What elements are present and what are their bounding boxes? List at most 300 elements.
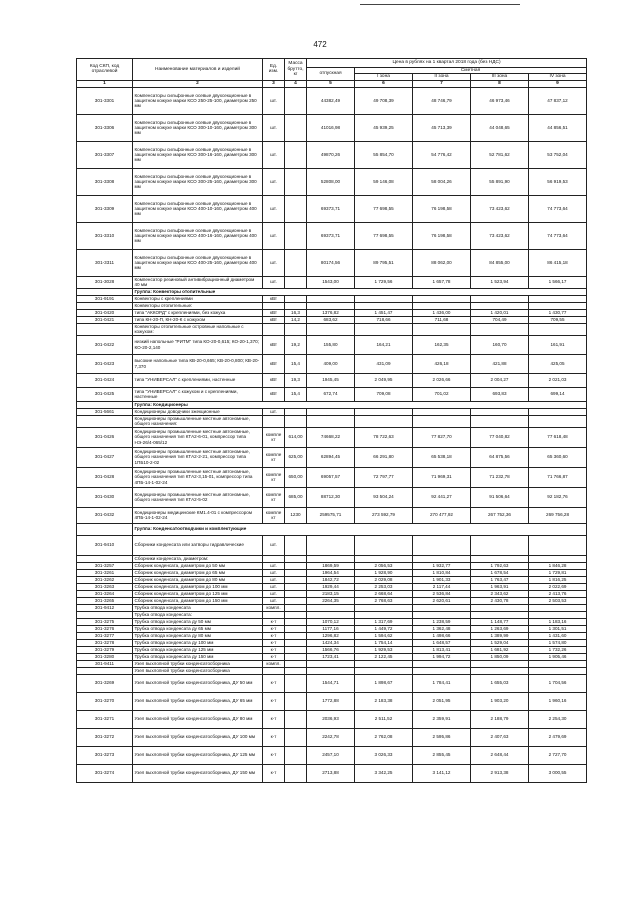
cell-code: 301-3261 bbox=[77, 569, 133, 576]
cell-unit: компле кт bbox=[263, 467, 285, 487]
cell-zone-4: 1 729,81 bbox=[529, 569, 587, 576]
group-title: Группа: Конвекторы отопительные bbox=[133, 288, 587, 295]
cell-zone-4: 1 430,77 bbox=[529, 309, 587, 316]
cell-unit: шт. bbox=[263, 114, 285, 141]
cell-mass bbox=[285, 611, 307, 618]
cell-zone-3: 44 048,65 bbox=[471, 114, 529, 141]
cell-zone-2: 76 198,58 bbox=[413, 222, 471, 249]
cell-code: 301-3257 bbox=[77, 562, 133, 569]
cell-zone-1: 164,21 bbox=[355, 335, 413, 354]
cell-code: 301-3275 bbox=[77, 618, 133, 625]
cell-name: типа "УНИВЕРСАЛ" с кожухом и с креплениями, настенные bbox=[133, 387, 263, 401]
cell-unit: к-т bbox=[263, 728, 285, 746]
price-table bbox=[76, 58, 587, 783]
table-row bbox=[77, 555, 587, 562]
cell-zone-1: 59 146,08 bbox=[355, 168, 413, 195]
cell-zone-2: 48 746,79 bbox=[413, 87, 471, 114]
cell-zone-4: 74 773,64 bbox=[529, 195, 587, 222]
cell-code: 301-3274 bbox=[77, 764, 133, 782]
cell-zone-2: 2 026,66 bbox=[413, 373, 471, 387]
table-row bbox=[77, 354, 587, 373]
cell-zone-1: 2 253,03 bbox=[355, 583, 413, 590]
table-row bbox=[77, 302, 587, 309]
cell-name: Кондиционеры медицинские КМ1.4-01 с компрессором 4ПБ-14-1-02-24 bbox=[133, 507, 263, 523]
cell-mass: 14,2 bbox=[285, 316, 307, 323]
cell-release bbox=[307, 604, 355, 611]
cell-mass bbox=[285, 569, 307, 576]
column-index: 5 bbox=[307, 80, 355, 87]
cell-zone-2 bbox=[413, 611, 471, 618]
cell-name: Конвекторы отопительные островные напольные с кожухом: bbox=[133, 323, 263, 335]
cell-code: 301-9410 bbox=[77, 535, 133, 555]
cell-release: 409,00 bbox=[307, 354, 355, 373]
group-title: Группа: Кондиционеры bbox=[133, 401, 587, 408]
cell-code: 301-0420 bbox=[77, 309, 133, 316]
table-row bbox=[77, 535, 587, 555]
cell-zone-3: 1 903,20 bbox=[471, 692, 529, 710]
cell-code: 301-3280 bbox=[77, 653, 133, 660]
cell-zone-3 bbox=[471, 323, 529, 335]
cell-zone-2: 1 498,66 bbox=[413, 632, 471, 639]
cell-code: 301-3262 bbox=[77, 576, 133, 583]
group-row bbox=[77, 401, 587, 408]
cell-mass bbox=[285, 625, 307, 632]
cell-zone-1: 1 594,62 bbox=[355, 632, 413, 639]
header-unit: Ед. изм. bbox=[263, 59, 285, 81]
cell-unit: кВт bbox=[263, 295, 285, 302]
cell-zone-4: 2 727,70 bbox=[529, 746, 587, 764]
cell-name: типа "УНИВЕРСАЛ" с креплениями, настенные bbox=[133, 373, 263, 387]
cell-unit: шт. bbox=[263, 222, 285, 249]
table-row bbox=[77, 632, 587, 639]
cell-code bbox=[77, 555, 133, 562]
cell-mass bbox=[285, 415, 307, 427]
cell-mass bbox=[285, 764, 307, 782]
table-row bbox=[77, 222, 587, 249]
cell-zone-3: 1 420,01 bbox=[471, 309, 529, 316]
cell-zone-4: 1 574,80 bbox=[529, 639, 587, 646]
cell-zone-4 bbox=[529, 555, 587, 562]
cell-name: Компенсаторы сильфонные осевые двухсекционные в защитном кожухе марки КСО 400-25-160, диаметром 400 мм bbox=[133, 249, 263, 276]
table-row bbox=[77, 249, 587, 276]
cell-release: 1544,71 bbox=[307, 674, 355, 692]
cell-zone-3: 2 407,63 bbox=[471, 728, 529, 746]
cell-zone-1: 1 928,90 bbox=[355, 569, 413, 576]
cell-zone-3: 1 681,92 bbox=[471, 646, 529, 653]
cell-code: 301-3279 bbox=[77, 646, 133, 653]
cell-unit bbox=[263, 323, 285, 335]
cell-mass bbox=[285, 653, 307, 660]
cell-zone-4: 269 756,28 bbox=[529, 507, 587, 523]
cell-release: 672,74 bbox=[307, 387, 355, 401]
column-index: 2 bbox=[133, 80, 263, 87]
cell-zone-1 bbox=[355, 660, 413, 667]
cell-mass bbox=[285, 667, 307, 674]
cell-zone-2 bbox=[413, 415, 471, 427]
cell-release: 1543,00 bbox=[307, 276, 355, 288]
cell-zone-3: 2 343,62 bbox=[471, 590, 529, 597]
cell-zone-4: 161,91 bbox=[529, 335, 587, 354]
cell-name: Трубка отвода конденсата bbox=[133, 604, 263, 611]
cell-mass bbox=[285, 710, 307, 728]
cell-zone-4: 74 773,64 bbox=[529, 222, 587, 249]
cell-name: Компенсаторы сильфонные осевые двухсекционные в защитном кожухе марки КСО 300-25-160, диаметром 300 мм bbox=[133, 168, 263, 195]
cell-unit: к-т bbox=[263, 639, 285, 646]
cell-name: Сборник конденсата, диаметром до 100 мм bbox=[133, 583, 263, 590]
group-title: Группа: Конденсатоотводчики и комплектующие bbox=[133, 523, 587, 535]
cell-mass bbox=[285, 168, 307, 195]
cell-name: Кондиционеры промышленные местные автономные, общего назначения тип КТА2-6-01, компрессор типа НЭ-26/4-065/12 bbox=[133, 427, 263, 447]
column-index: 3 bbox=[263, 80, 285, 87]
cell-mass bbox=[285, 576, 307, 583]
cell-mass bbox=[285, 746, 307, 764]
cell-unit: к-т bbox=[263, 625, 285, 632]
cell-release: 1869,59 bbox=[307, 562, 355, 569]
cell-unit: компле кт bbox=[263, 427, 285, 447]
cell-zone-2 bbox=[413, 323, 471, 335]
cell-code: 301-9412 bbox=[77, 604, 133, 611]
table-row bbox=[77, 710, 587, 728]
cell-mass bbox=[285, 276, 307, 288]
cell-unit: шт. bbox=[263, 276, 285, 288]
cell-release: 1964,54 bbox=[307, 569, 355, 576]
cell-release: 88712,30 bbox=[307, 487, 355, 507]
table-body bbox=[77, 87, 587, 782]
cell-name: Узел выхлопной трубки конденсатосборника, ДУ 125 мм bbox=[133, 746, 263, 764]
cell-zone-3: 77 040,82 bbox=[471, 427, 529, 447]
cell-zone-1: 78 722,63 bbox=[355, 427, 413, 447]
cell-zone-3: 421,88 bbox=[471, 354, 529, 373]
cell-zone-1 bbox=[355, 667, 413, 674]
header-release: отпускная bbox=[307, 68, 355, 81]
header-zone-4: IV зона bbox=[529, 74, 587, 80]
cell-zone-3: 1 263,69 bbox=[471, 625, 529, 632]
cell-mass: 19,2 bbox=[285, 335, 307, 354]
column-index: 7 bbox=[413, 80, 471, 87]
table-row bbox=[77, 387, 587, 401]
cell-zone-2: 92 441,27 bbox=[413, 487, 471, 507]
cell-unit: кВт bbox=[263, 387, 285, 401]
table-row bbox=[77, 373, 587, 387]
cell-code bbox=[77, 302, 133, 309]
cell-release: 683,62 bbox=[307, 316, 355, 323]
cell-zone-3: 84 855,00 bbox=[471, 249, 529, 276]
cell-unit: шт. bbox=[263, 597, 285, 604]
cell-code: 301-3276 bbox=[77, 625, 133, 632]
cell-release bbox=[307, 667, 355, 674]
cell-release: 2457,10 bbox=[307, 746, 355, 764]
cell-zone-2: 2 359,91 bbox=[413, 710, 471, 728]
cell-code bbox=[77, 401, 133, 408]
cell-code bbox=[77, 523, 133, 535]
cell-mass bbox=[285, 222, 307, 249]
cell-zone-1: 49 708,39 bbox=[355, 87, 413, 114]
cell-zone-2 bbox=[413, 302, 471, 309]
cell-zone-4: 425,05 bbox=[529, 354, 587, 373]
table-row bbox=[77, 87, 587, 114]
cell-zone-4: 56 919,53 bbox=[529, 168, 587, 195]
cell-zone-2: 1 648,57 bbox=[413, 639, 471, 646]
cell-zone-2: 1 901,33 bbox=[413, 576, 471, 583]
table-row bbox=[77, 316, 587, 323]
cell-unit: шт. bbox=[263, 87, 285, 114]
cell-zone-1: 1 929,53 bbox=[355, 646, 413, 653]
cell-zone-4: 86 415,18 bbox=[529, 249, 587, 276]
cell-zone-1: 2 056,53 bbox=[355, 562, 413, 569]
cell-zone-4: 1 816,25 bbox=[529, 576, 587, 583]
cell-release bbox=[307, 611, 355, 618]
cell-zone-4: 699,14 bbox=[529, 387, 587, 401]
cell-code: 301-0425 bbox=[77, 387, 133, 401]
cell-zone-1 bbox=[355, 611, 413, 618]
cell-zone-4: 1 732,26 bbox=[529, 646, 587, 653]
table-row bbox=[77, 335, 587, 354]
cell-zone-1 bbox=[355, 408, 413, 415]
cell-name: Сборник конденсата, диаметром до 125 мм bbox=[133, 590, 263, 597]
cell-unit: к-т bbox=[263, 692, 285, 710]
cell-code: 301-3309 bbox=[77, 195, 133, 222]
cell-zone-1: 77 698,55 bbox=[355, 195, 413, 222]
cell-zone-1: 2 049,95 bbox=[355, 373, 413, 387]
cell-zone-4 bbox=[529, 604, 587, 611]
cell-release: 2264,35 bbox=[307, 597, 355, 604]
cell-release: 2242,78 bbox=[307, 728, 355, 746]
cell-zone-1: 55 854,70 bbox=[355, 141, 413, 168]
cell-zone-2: 1 994,72 bbox=[413, 653, 471, 660]
cell-zone-2 bbox=[413, 535, 471, 555]
cell-mass bbox=[285, 555, 307, 562]
cell-unit: шт. bbox=[263, 195, 285, 222]
cell-name: Узел выхлопной трубки конденсатосборника bbox=[133, 667, 263, 674]
cell-zone-1: 1 449,72 bbox=[355, 625, 413, 632]
cell-code: 301-3308 bbox=[77, 168, 133, 195]
table-row bbox=[77, 583, 587, 590]
cell-zone-2 bbox=[413, 660, 471, 667]
cell-name: Трубка отвода конденсата ду 150 мм bbox=[133, 653, 263, 660]
cell-zone-2: 1 810,84 bbox=[413, 569, 471, 576]
cell-zone-4: 2 254,30 bbox=[529, 710, 587, 728]
cell-zone-3: 2 188,79 bbox=[471, 710, 529, 728]
cell-unit: кВт bbox=[263, 335, 285, 354]
cell-zone-4 bbox=[529, 295, 587, 302]
cell-zone-2 bbox=[413, 555, 471, 562]
cell-mass bbox=[285, 728, 307, 746]
cell-release: 1842,72 bbox=[307, 576, 355, 583]
table-row bbox=[77, 168, 587, 195]
cell-code: 301-0428 bbox=[77, 467, 133, 487]
cell-zone-4: 1 183,16 bbox=[529, 618, 587, 625]
cell-zone-4: 92 182,76 bbox=[529, 487, 587, 507]
table-row bbox=[77, 728, 587, 746]
cell-name: Конвекторы с креплениями bbox=[133, 295, 263, 302]
cell-unit: к-т bbox=[263, 632, 285, 639]
column-index: 8 bbox=[471, 80, 529, 87]
cell-unit: компл. bbox=[263, 604, 285, 611]
cell-zone-2: 3 141,12 bbox=[413, 764, 471, 782]
cell-zone-1: 2 668,64 bbox=[355, 590, 413, 597]
cell-mass bbox=[285, 604, 307, 611]
cell-unit: шт. bbox=[263, 535, 285, 555]
cell-zone-2: 1 362,48 bbox=[413, 625, 471, 632]
cell-zone-1 bbox=[355, 323, 413, 335]
cell-code: 301-0421 bbox=[77, 316, 133, 323]
table-row bbox=[77, 447, 587, 467]
cell-zone-1: 2 183,38 bbox=[355, 692, 413, 710]
cell-zone-4: 1 960,16 bbox=[529, 692, 587, 710]
cell-mass: 685,00 bbox=[285, 487, 307, 507]
cell-zone-1 bbox=[355, 302, 413, 309]
header-mass: Масса брутто, кг bbox=[285, 59, 307, 81]
cell-code: 301-0426 bbox=[77, 427, 133, 447]
cell-zone-2 bbox=[413, 667, 471, 674]
cell-code: 301-0424 bbox=[77, 373, 133, 387]
cell-zone-1: 3 026,33 bbox=[355, 746, 413, 764]
cell-release bbox=[307, 660, 355, 667]
table-header bbox=[77, 59, 587, 88]
cell-zone-3 bbox=[471, 415, 529, 427]
cell-zone-3: 2 430,78 bbox=[471, 597, 529, 604]
cell-zone-4 bbox=[529, 323, 587, 335]
cell-zone-1: 1 898,67 bbox=[355, 674, 413, 692]
cell-name: Узел выхлопной трубки конденсатосборника bbox=[133, 660, 263, 667]
cell-zone-3: 1 523,94 bbox=[471, 276, 529, 288]
cell-mass: 19,3 bbox=[285, 373, 307, 387]
cell-release bbox=[307, 415, 355, 427]
cell-zone-2: 45 713,39 bbox=[413, 114, 471, 141]
cell-unit: кВт bbox=[263, 354, 285, 373]
table-row bbox=[77, 408, 587, 415]
cell-zone-4: 2 479,69 bbox=[529, 728, 587, 746]
cell-zone-2: 2 536,84 bbox=[413, 590, 471, 597]
cell-zone-3: 73 423,62 bbox=[471, 195, 529, 222]
cell-name: Узел выхлопной трубки конденсатосборника, ДУ 80 мм bbox=[133, 710, 263, 728]
cell-name: низкий напольные "РИТМ" типа КО-20-0,615; КО-20-1,370; КО-20-2,140 bbox=[133, 335, 263, 354]
cell-zone-4: 65 360,60 bbox=[529, 447, 587, 467]
cell-zone-1: 93 504,24 bbox=[355, 487, 413, 507]
table-row bbox=[77, 295, 587, 302]
cell-code: 301-3273 bbox=[77, 746, 133, 764]
cell-release: 1566,76 bbox=[307, 646, 355, 653]
table-row bbox=[77, 674, 587, 692]
cell-zone-1: 2 768,63 bbox=[355, 597, 413, 604]
cell-zone-2: 2 855,45 bbox=[413, 746, 471, 764]
cell-release: 69057,57 bbox=[307, 467, 355, 487]
cell-zone-4 bbox=[529, 611, 587, 618]
cell-zone-4 bbox=[529, 302, 587, 309]
cell-zone-1: 45 939,25 bbox=[355, 114, 413, 141]
cell-zone-2: 58 004,26 bbox=[413, 168, 471, 195]
cell-code: 301-0423 bbox=[77, 354, 133, 373]
group-row bbox=[77, 523, 587, 535]
cell-release bbox=[307, 323, 355, 335]
cell-release: 2183,15 bbox=[307, 590, 355, 597]
table-row bbox=[77, 309, 587, 316]
cell-code: 301-3270 bbox=[77, 692, 133, 710]
cell-release bbox=[307, 302, 355, 309]
cell-zone-3: 2 004,27 bbox=[471, 373, 529, 387]
cell-zone-1 bbox=[355, 604, 413, 611]
cell-zone-1: 273 592,79 bbox=[355, 507, 413, 523]
cell-code: 301-5661 bbox=[77, 408, 133, 415]
cell-zone-1 bbox=[355, 415, 413, 427]
cell-zone-4: 2 021,03 bbox=[529, 373, 587, 387]
table-row bbox=[77, 639, 587, 646]
table-row bbox=[77, 323, 587, 335]
cell-unit: к-т bbox=[263, 710, 285, 728]
cell-zone-1: 2 511,52 bbox=[355, 710, 413, 728]
cell-release: 49870,26 bbox=[307, 141, 355, 168]
cell-zone-1 bbox=[355, 535, 413, 555]
cell-zone-3 bbox=[471, 302, 529, 309]
cell-zone-4 bbox=[529, 535, 587, 555]
table-row bbox=[77, 625, 587, 632]
cell-code: 301-3264 bbox=[77, 590, 133, 597]
cell-name: Сборник конденсата, диаметром до 50 мм bbox=[133, 562, 263, 569]
header-price-title: Цена в рублях на 1 квартал 2018 года (без НДС) bbox=[307, 59, 587, 68]
cell-zone-2: 1 436,00 bbox=[413, 309, 471, 316]
cell-zone-1 bbox=[355, 295, 413, 302]
table-row bbox=[77, 746, 587, 764]
cell-code: 301-3271 bbox=[77, 710, 133, 728]
cell-zone-3: 1 655,03 bbox=[471, 674, 529, 692]
cell-zone-3 bbox=[471, 604, 529, 611]
cell-zone-3: 46 973,46 bbox=[471, 87, 529, 114]
cell-release bbox=[307, 535, 355, 555]
table-row bbox=[77, 141, 587, 168]
cell-unit: шт. bbox=[263, 168, 285, 195]
cell-code: 301-3277 bbox=[77, 632, 133, 639]
cell-mass bbox=[285, 302, 307, 309]
cell-name: типа "АККОРД" с креплениями, без кожуха bbox=[133, 309, 263, 316]
table-row bbox=[77, 487, 587, 507]
cell-zone-3: 1 678,54 bbox=[471, 569, 529, 576]
cell-zone-4: 44 856,51 bbox=[529, 114, 587, 141]
header-zone-3: III зона bbox=[471, 74, 529, 80]
cell-zone-2: 162,35 bbox=[413, 335, 471, 354]
cell-name: Кондиционеры промышленные местные автономные, общего назначения тип КТА2-5-02 bbox=[133, 487, 263, 507]
cell-unit bbox=[263, 611, 285, 618]
cell-code: 301-3310 bbox=[77, 222, 133, 249]
table-row bbox=[77, 646, 587, 653]
cell-release bbox=[307, 295, 355, 302]
cell-zone-3: 693,83 bbox=[471, 387, 529, 401]
column-index: 4 bbox=[285, 80, 307, 87]
cell-zone-3: 1 148,77 bbox=[471, 618, 529, 625]
cell-zone-3: 160,70 bbox=[471, 335, 529, 354]
cell-zone-4: 77 618,48 bbox=[529, 427, 587, 447]
header-code: Код СКП, код отраслевой bbox=[77, 59, 133, 81]
cell-code: 301-3301 bbox=[77, 87, 133, 114]
cell-zone-3: 64 875,56 bbox=[471, 447, 529, 467]
cell-unit: кВт bbox=[263, 309, 285, 316]
cell-name: Трубка отвода конденсата ду 50 мм bbox=[133, 618, 263, 625]
cell-unit: шт. bbox=[263, 569, 285, 576]
cell-zone-1: 2 122,45 bbox=[355, 653, 413, 660]
cell-name: Трубка отвода конденсата ду 65 мм bbox=[133, 625, 263, 632]
cell-zone-1: 2 029,08 bbox=[355, 576, 413, 583]
cell-zone-2: 701,02 bbox=[413, 387, 471, 401]
table-row bbox=[77, 653, 587, 660]
cell-name: Компенсаторы сильфонные осевые двухсекционные в защитном кожухе марки КСО 400-16-160, диаметром 400 мм bbox=[133, 222, 263, 249]
cell-mass bbox=[285, 141, 307, 168]
cell-zone-4: 47 837,12 bbox=[529, 87, 587, 114]
cell-release: 41016,98 bbox=[307, 114, 355, 141]
cell-release bbox=[307, 408, 355, 415]
table-row bbox=[77, 597, 587, 604]
cell-code: 301-3278 bbox=[77, 639, 133, 646]
cell-code: 301-3265 bbox=[77, 597, 133, 604]
table-row bbox=[77, 415, 587, 427]
